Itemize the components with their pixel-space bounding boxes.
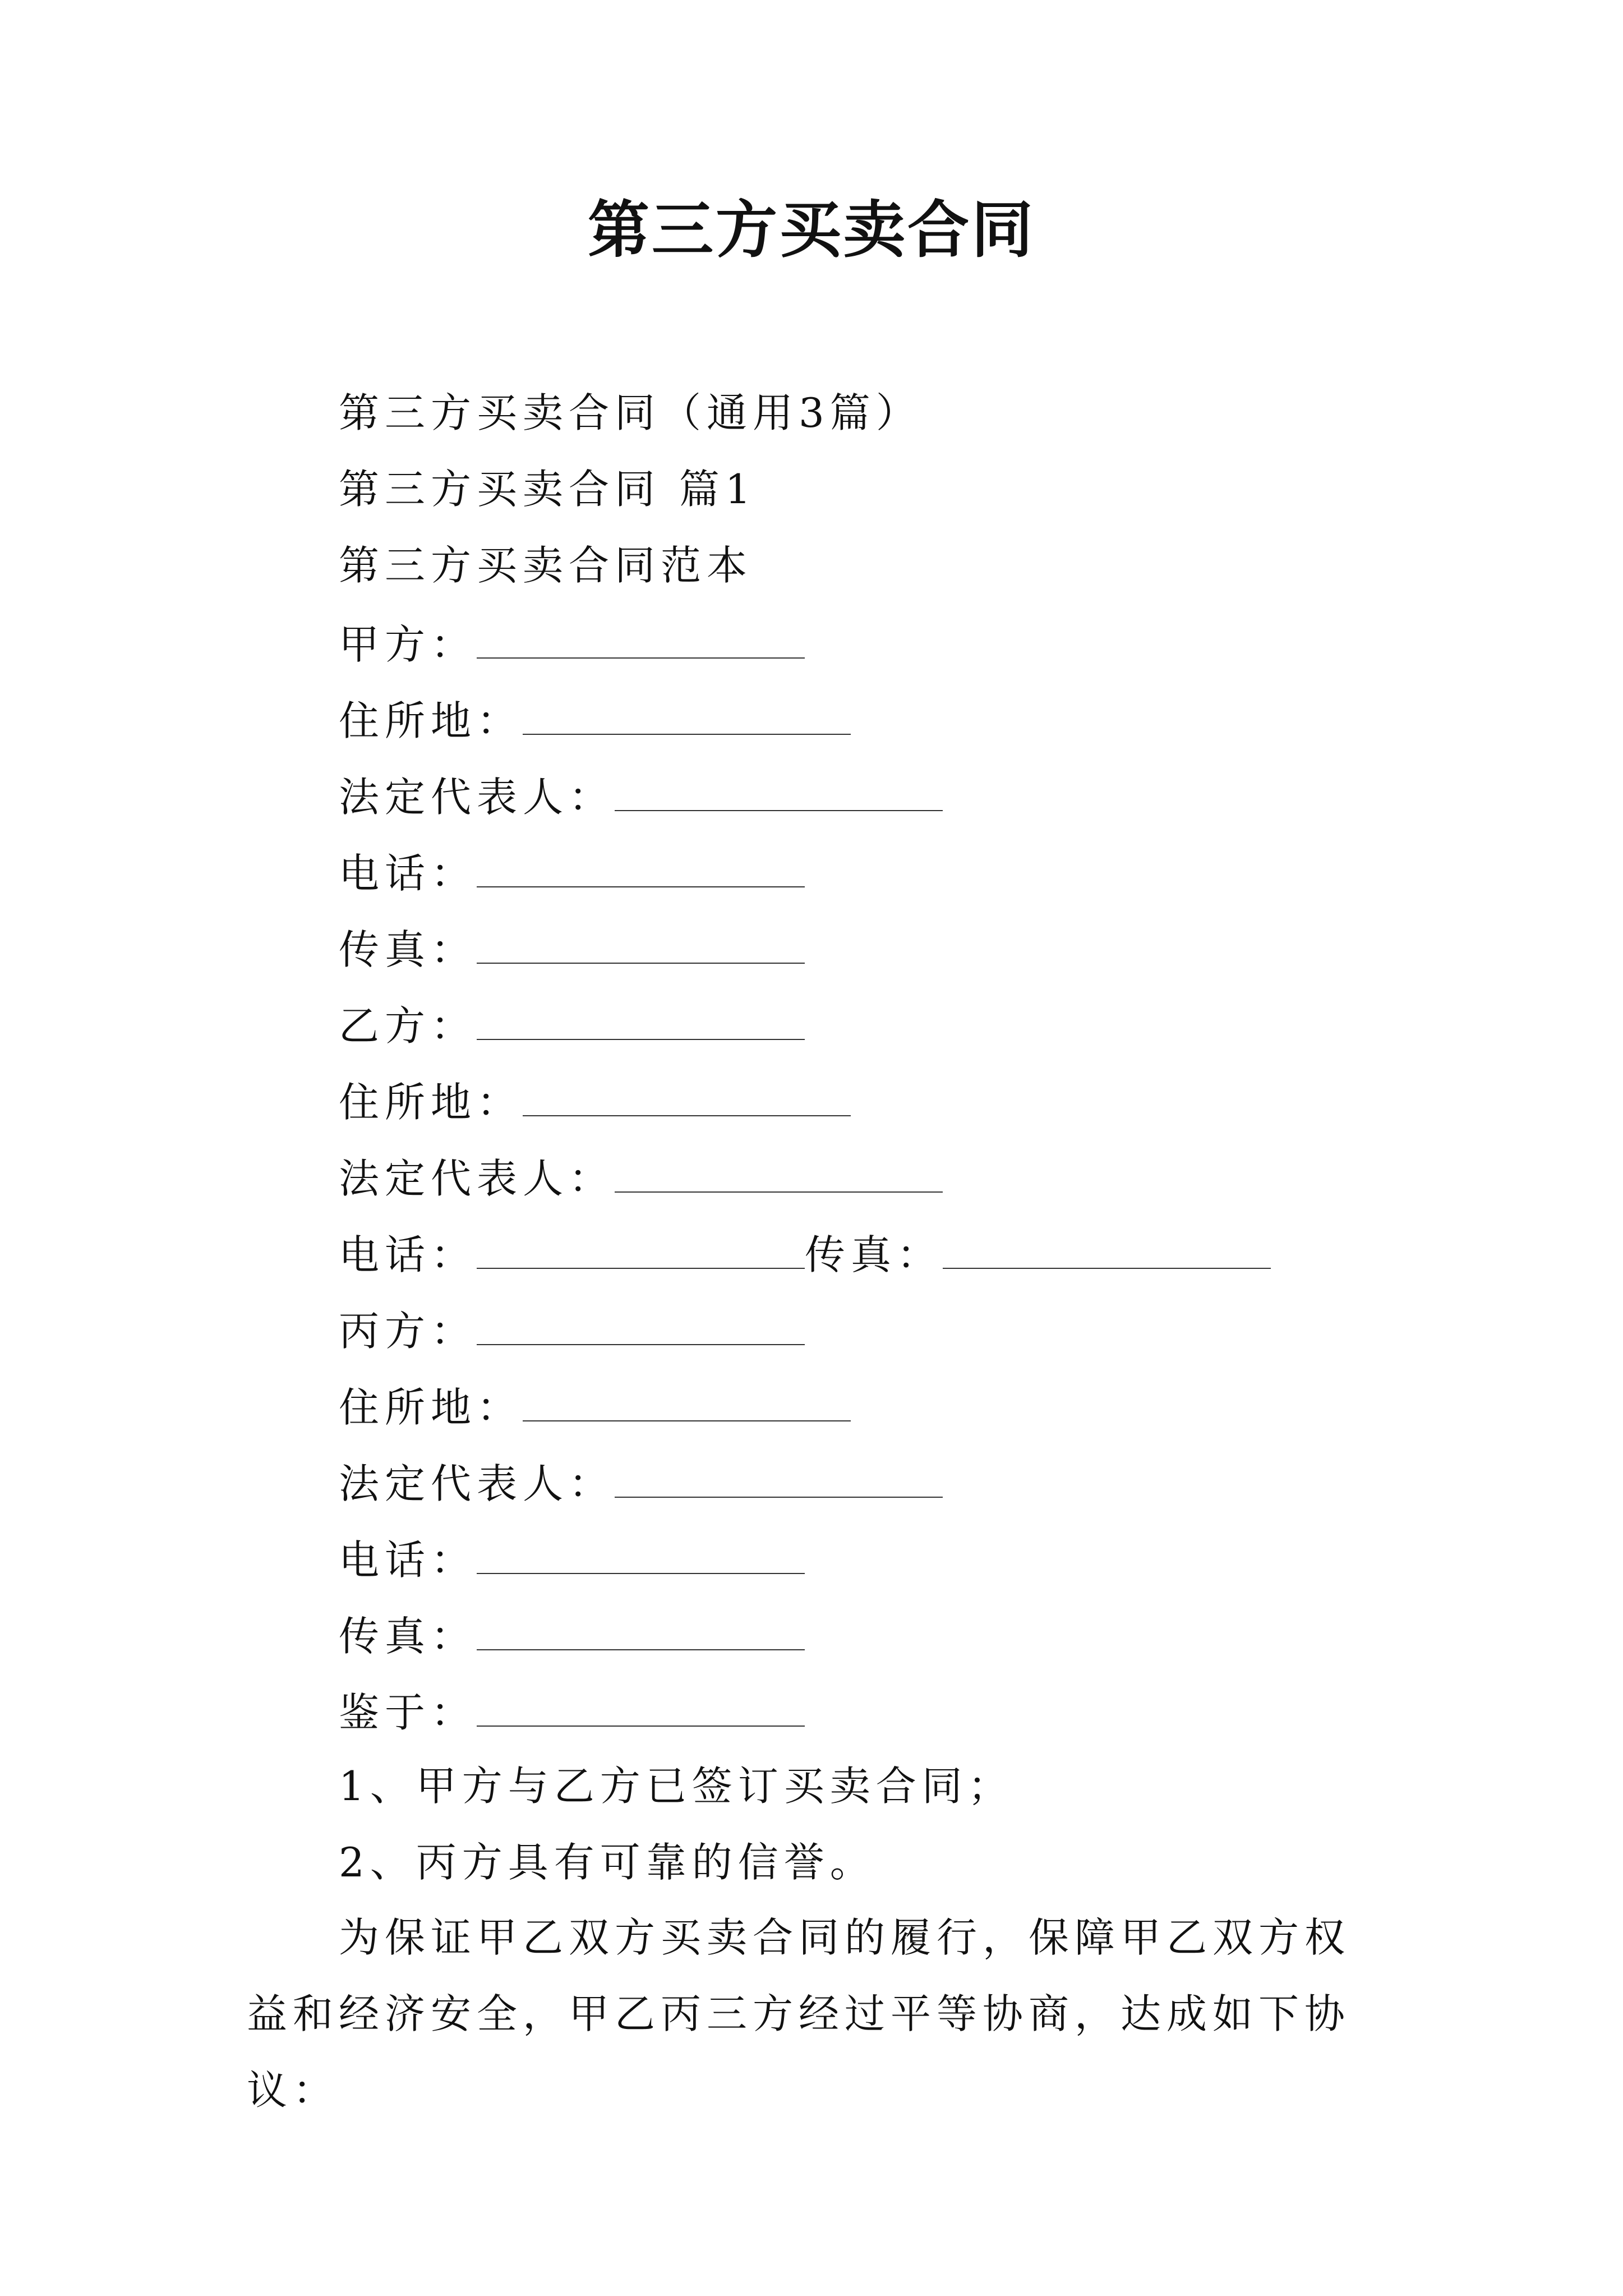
party-c-fax-row	[339, 1613, 805, 1660]
party-a-address-blank[interactable]	[523, 698, 851, 735]
party-a-address-label: 住所地：	[339, 697, 523, 744]
party-c-phone-label: 电话：	[339, 1536, 477, 1584]
party-c-row	[339, 1308, 805, 1355]
document-subtitle: 第三方买卖合同（通用3篇）	[339, 389, 922, 436]
whereas-label: 鉴于：	[339, 1689, 477, 1736]
party-a-phone-blank[interactable]	[477, 850, 805, 887]
party-c-address-row	[339, 1384, 851, 1431]
party-b-address-label: 住所地：	[339, 1079, 523, 1126]
party-c-rep-label: 法定代表人：	[339, 1460, 615, 1507]
party-b-rep-blank[interactable]	[615, 1156, 943, 1193]
whereas-blank[interactable]	[477, 1690, 805, 1727]
recital-item-2: 2、丙方具有可靠的信誉。	[339, 1839, 876, 1886]
template-heading: 第三方买卖合同范本	[339, 542, 753, 589]
closing-paragraph: 为保证甲乙双方买卖合同的履行，保障甲乙双方权益和经济安全，甲乙丙三方经过平等协商，达成如下协议：	[247, 1914, 1351, 2114]
party-c-fax-blank[interactable]	[477, 1613, 805, 1650]
party-a-rep-label: 法定代表人：	[339, 774, 615, 821]
party-a-blank[interactable]	[477, 622, 805, 659]
section-heading: 第三方买卖合同 篇1	[339, 466, 757, 513]
party-b-fax-label: 传真：	[805, 1231, 943, 1278]
party-c-fax-label: 传真：	[339, 1613, 477, 1660]
party-a-label: 甲方：	[339, 621, 477, 668]
party-c-address-label: 住所地：	[339, 1384, 523, 1431]
party-c-phone-blank[interactable]	[477, 1537, 805, 1574]
party-b-row	[339, 1002, 805, 1050]
party-a-fax-label: 传真：	[339, 926, 477, 973]
party-b-label: 乙方：	[339, 1002, 477, 1050]
party-a-phone-label: 电话：	[339, 850, 477, 897]
party-c-phone-row	[339, 1536, 805, 1584]
party-a-address-row	[339, 697, 851, 744]
party-c-blank[interactable]	[477, 1308, 805, 1345]
party-a-rep-blank[interactable]	[615, 774, 943, 811]
party-c-rep-row	[339, 1460, 943, 1507]
party-b-phone-blank[interactable]	[477, 1232, 805, 1269]
party-c-rep-blank[interactable]	[615, 1461, 943, 1498]
party-a-row	[339, 621, 805, 668]
party-a-phone-row	[339, 850, 805, 897]
party-c-label: 丙方：	[339, 1308, 477, 1355]
party-b-address-row	[339, 1079, 851, 1126]
party-a-fax-row	[339, 926, 805, 973]
party-b-contact-row	[339, 1231, 1271, 1278]
party-a-fax-blank[interactable]	[477, 927, 805, 964]
party-b-fax-blank[interactable]	[943, 1232, 1271, 1269]
party-a-rep-row	[339, 774, 943, 821]
party-b-blank[interactable]	[477, 1003, 805, 1040]
recital-item-1: 1、甲方与乙方已签订买卖合同；	[339, 1763, 1014, 1810]
party-b-address-blank[interactable]	[523, 1079, 851, 1116]
party-b-rep-label: 法定代表人：	[339, 1155, 615, 1202]
whereas-row	[339, 1689, 805, 1736]
document-title: 第三方买卖合同	[588, 194, 1035, 266]
party-c-address-blank[interactable]	[523, 1384, 851, 1421]
party-b-rep-row	[339, 1155, 943, 1202]
party-b-phone-label: 电话：	[339, 1231, 477, 1278]
